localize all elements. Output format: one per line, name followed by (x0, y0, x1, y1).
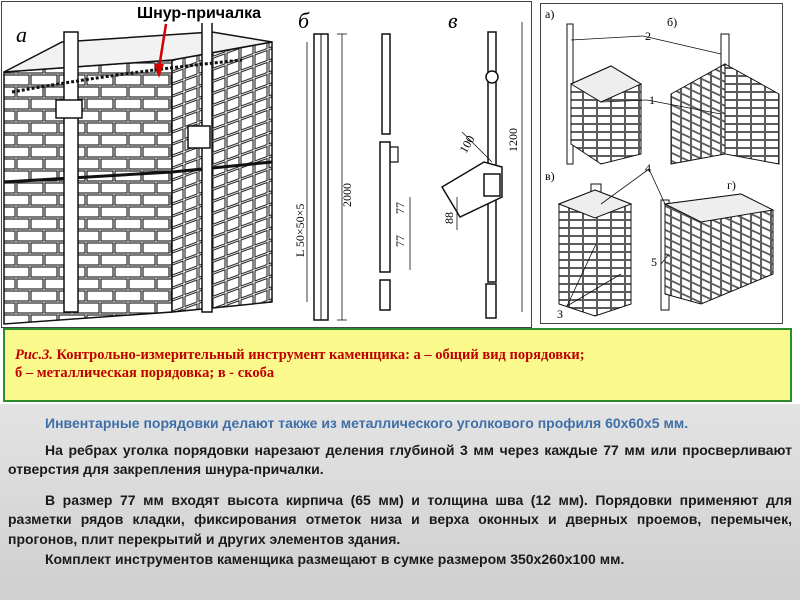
cord-callout-label: Шнур-причалка (137, 5, 262, 22)
clamp-bracket (442, 22, 522, 318)
metal-order-post (307, 34, 347, 320)
dim-100: 100 (456, 132, 478, 156)
paragraph-4: Комплект инструментов каменщика размещают в сумке размером 350х260х100 мм. (45, 551, 625, 567)
number-5: 5 (651, 255, 657, 269)
number-4: 4 (645, 161, 651, 175)
paragraph-2: На ребрах уголка порядовки нарезают деления глубиной 3 мм через каждые 77 мм или просверливают отверстия для закрепления шнура-причалки. (8, 441, 792, 477)
corner-v (559, 184, 631, 316)
body-text-area (0, 404, 800, 600)
label-v: в (448, 8, 458, 33)
dim-88: 88 (442, 212, 456, 224)
dim-77-b: 77 (393, 235, 407, 247)
corner-g (661, 194, 773, 310)
corner-b (671, 34, 779, 164)
label-g-right: г) (727, 178, 736, 192)
label-b: б (298, 8, 310, 33)
label-a: а (16, 22, 27, 47)
figure-left-drawing (1, 1, 532, 328)
figure-caption (3, 328, 792, 402)
dim-profile: L 50×50×5 (293, 203, 307, 257)
brick-wall (4, 32, 272, 324)
paragraph-3: В размер 77 мм входят высота кирпича (65 мм) и толщина шва (12 мм). Порядовки применяют для разметки рядов кладки, фиксирования отметок низа и верха оконных и дверных проемов, перемычек, прогонов, плит перекрытий и других элементов здания. (8, 491, 792, 547)
figure-right-drawing (540, 3, 783, 324)
caption-line-1 (15, 346, 780, 364)
number-1: 1 (649, 93, 655, 107)
number-3: 3 (557, 307, 563, 321)
dim-2000: 2000 (340, 183, 354, 207)
caption-label: Рис.3. (15, 347, 53, 363)
caption-line-2: б – металлическая порядовка; в - скоба (15, 365, 275, 381)
paragraph-1: Инвентарные порядовки делают также из металлического уголкового профиля 60х60х5 мм. (45, 415, 689, 431)
number-2: 2 (645, 29, 651, 43)
label-b-right: б) (667, 15, 678, 29)
post-profile (380, 34, 410, 310)
corner-masonry-illustration (541, 4, 783, 324)
corner-a (567, 24, 641, 164)
masonry-illustration (2, 2, 532, 328)
dim-77-a: 77 (393, 202, 407, 214)
label-a-right: а) (545, 7, 555, 21)
caption-text: Контрольно-измерительный инструмент каменщика: а – общий вид порядовки; (52, 347, 585, 363)
label-v-right: в) (545, 169, 555, 183)
dim-1200: 1200 (506, 128, 520, 152)
